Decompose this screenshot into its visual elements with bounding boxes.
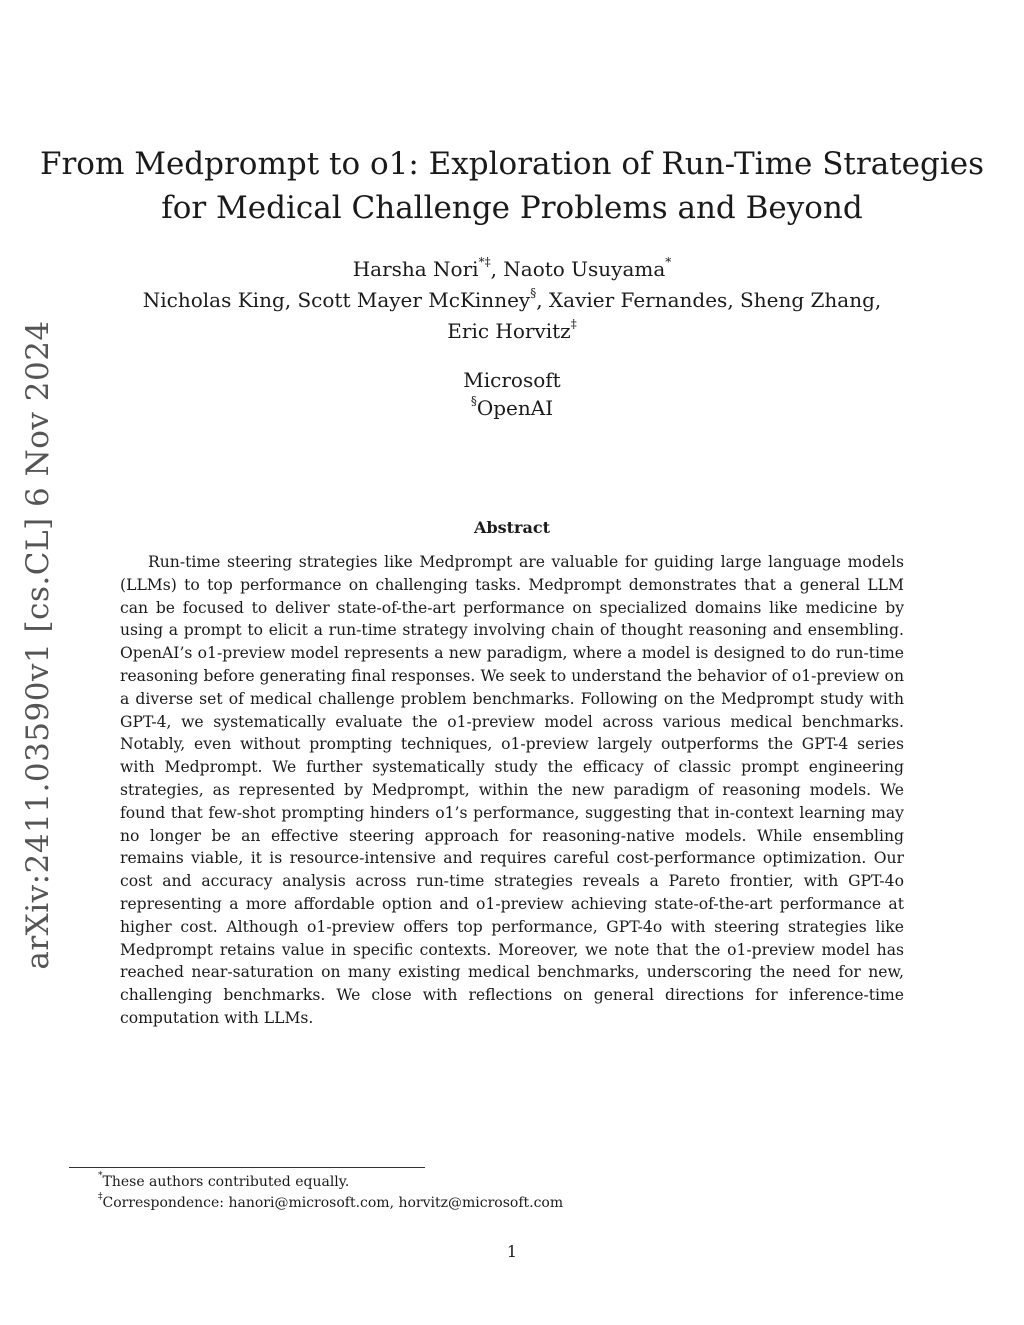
affiliation-mark: § — [470, 394, 477, 409]
footnote-text: These authors contributed equally. — [102, 1174, 350, 1190]
title-line-1: From Medprompt to o1: Exploration of Run-Time Strategies — [39, 146, 985, 182]
footnote-mark: ‡ — [98, 1192, 103, 1203]
author-mark: ‡ — [570, 317, 577, 332]
footnote-text: Correspondence: hanori@microsoft.com, horvitz@microsoft.com — [102, 1195, 564, 1211]
affiliation-secondary — [0, 394, 1024, 422]
abstract-heading: Abstract — [474, 518, 550, 537]
author-name: Naoto Usuyama — [503, 257, 666, 281]
author-line-2 — [0, 285, 1024, 316]
abstract-text: Run-time steering strategies like Medprompt are valuable for guiding large language models (LLMs) to top performance on challenging tasks. Medprompt demonstrates that a general LLM can be focused to deliver state-of-the-art performance on specialized domains like medicine by using a prompt to elicit a run-time strategy involving chain of thought reasoning and ensembling. OpenAI’s o1-preview model represents a new paradigm, where a model is designed to do run-time reasoning before generating final responses. We seek to understand the behavior of o1-preview on a diverse set of medical challenge problem benchmarks. Following on the Medprompt study with GPT-4, we systematically evaluate the o1-preview model across various medical benchmarks. Notably, even without prompting techniques, o1-preview largely outperforms the GPT-4 series with Medprompt. We further systematically study the efficacy of classic prompt engineering strategies, as represented by Medprompt, within the new paradigm of reasoning models. We found that few-shot prompting hinders o1’s performance, suggesting that in-context learning may no longer be an effective steering approach for reasoning-native models. While ensembling remains viable, it is resource-intensive and requires careful cost-performance optimization. Our cost and accuracy analysis across run-time strategies reveals a Pareto frontier, with GPT-4o representing a more affordable option and o1-preview achieving state-of-the-art performance at higher cost. Although o1-preview offers top performance, GPT-4o with steering strategies like Medprompt retains value in specific contexts. Moreover, we note that the o1-preview model has reached near-saturation on many existing medical benchmarks, underscoring the need for new, challenging benchmarks. We close with reflections on general directions for inference-time computation with LLMs. — [120, 553, 904, 1027]
author-line-3 — [0, 316, 1024, 347]
footnote-2 — [98, 1193, 798, 1214]
author-separator: , — [490, 257, 504, 281]
affiliations — [0, 366, 1024, 422]
author-mark: * — [665, 255, 672, 270]
author-names: , Xavier Fernandes, Sheng Zhang, — [536, 288, 882, 312]
author-mark: *‡ — [478, 255, 491, 270]
affiliation-name: OpenAI — [476, 396, 554, 420]
affiliation-primary: Microsoft — [463, 368, 561, 392]
author-name: Eric Horvitz — [447, 319, 571, 343]
author-mark: § — [530, 286, 537, 301]
footnotes — [98, 1172, 798, 1214]
footnote-mark: * — [98, 1171, 103, 1182]
paper-title — [0, 142, 1024, 230]
author-name: Harsha Nori — [352, 257, 479, 281]
author-names: Nicholas King, Scott Mayer McKinney — [142, 288, 531, 312]
footnote-1 — [98, 1172, 798, 1193]
title-line-2: for Medical Challenge Problems and Beyond — [161, 190, 863, 226]
author-line-1 — [0, 254, 1024, 285]
author-list — [0, 254, 1024, 347]
arxiv-identifier-stamp: arXiv:2411.03590v1 [cs.CL] 6 Nov 2024 — [20, 320, 56, 970]
footnote-divider — [69, 1167, 425, 1168]
page-number: 1 — [506, 1242, 518, 1261]
